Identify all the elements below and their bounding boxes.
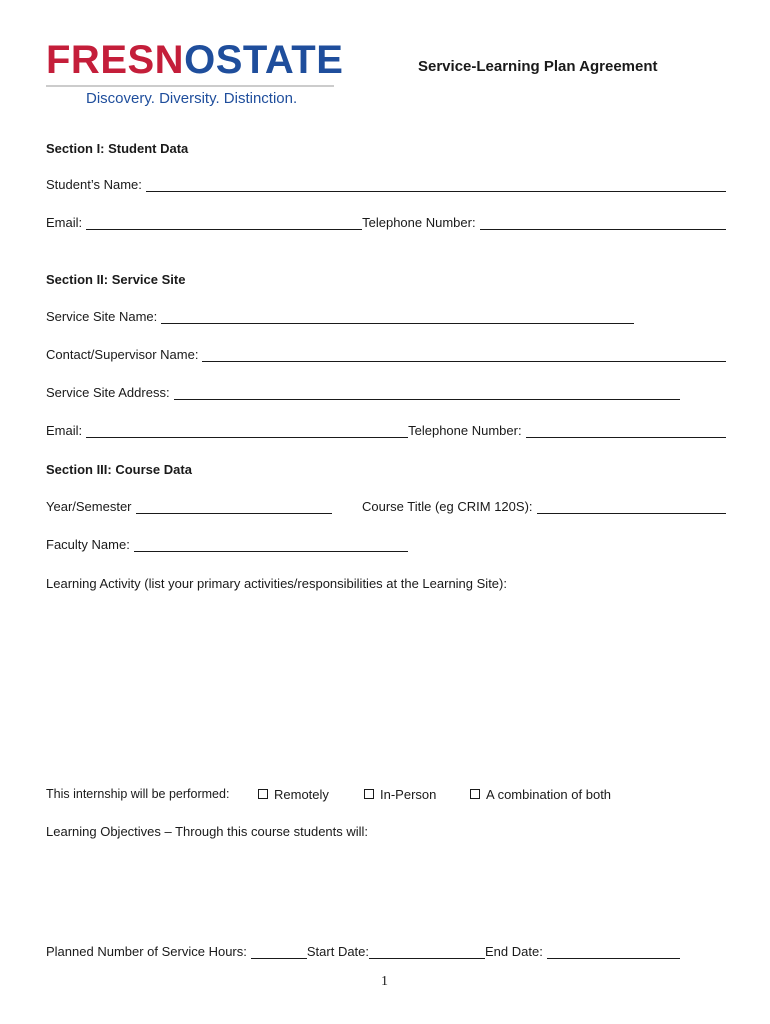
site-name-row (46, 309, 634, 324)
site-name-field[interactable] (161, 310, 634, 324)
site-telephone-label: Telephone Number: (408, 423, 522, 438)
course-title-field[interactable] (537, 500, 726, 514)
end-date-label: End Date: (485, 944, 543, 959)
page-number: 1 (381, 974, 388, 989)
contact-row (46, 347, 726, 362)
student-email-field[interactable] (86, 216, 362, 230)
learning-activity-area[interactable] (46, 598, 726, 768)
site-telephone-field[interactable] (526, 424, 726, 438)
year-field[interactable] (136, 500, 332, 514)
faculty-row (46, 537, 408, 552)
performance-mode-row (46, 786, 726, 804)
document-title: Service-Learning Plan Agreement (418, 58, 658, 75)
student-email-label: Email: (46, 215, 83, 230)
performed-label: This internship will be performed: (46, 787, 230, 801)
site-name-label: Service Site Name: (46, 309, 158, 324)
checkbox-icon[interactable] (470, 789, 480, 799)
site-contact-row (46, 423, 726, 438)
logo-divider (46, 85, 334, 87)
option-remotely-label: Remotely (274, 787, 329, 802)
address-field[interactable] (174, 386, 680, 400)
section1-heading: Section I: Student Data (46, 141, 189, 156)
student-name-row (46, 177, 726, 192)
year-label: Year/Semester (46, 499, 132, 514)
option-in-person[interactable] (364, 787, 436, 802)
logo-word-fresno: FRESN (46, 38, 185, 82)
faculty-field[interactable] (134, 538, 408, 552)
section2-heading: Section II: Service Site (46, 272, 186, 287)
university-logo (46, 38, 343, 83)
start-date-label: Start Date: (306, 944, 370, 959)
site-email-field[interactable] (86, 424, 408, 438)
contact-field[interactable] (202, 348, 726, 362)
logo-word-state: STATE (215, 38, 344, 82)
checkbox-icon[interactable] (364, 789, 374, 799)
contact-label: Contact/Supervisor Name: (46, 347, 199, 362)
option-remotely[interactable] (258, 787, 329, 802)
address-label: Service Site Address: (46, 385, 170, 400)
logo-paw-o: O (184, 38, 216, 82)
option-combination-label: A combination of both (486, 787, 612, 802)
address-row (46, 385, 680, 400)
site-email-label: Email: (46, 423, 83, 438)
course-title-label: Course Title (eg CRIM 120S): (362, 499, 533, 514)
learning-activity-label: Learning Activity (list your primary activities/responsibilities at the Learning Site): (46, 576, 507, 591)
logo-tagline: Discovery. Diversity. Distinction. (86, 90, 298, 107)
option-combination[interactable] (470, 787, 611, 802)
student-contact-row (46, 215, 726, 230)
hours-field[interactable] (251, 945, 307, 959)
student-name-label: Student’s Name: (46, 177, 142, 192)
student-name-field[interactable] (146, 178, 726, 192)
end-date-field[interactable] (547, 945, 680, 959)
objectives-area[interactable] (46, 846, 726, 936)
section3-heading: Section III: Course Data (46, 462, 192, 477)
option-in-person-label: In-Person (380, 787, 437, 802)
hours-dates-row (46, 944, 680, 959)
student-telephone-label: Telephone Number: (362, 215, 476, 230)
student-telephone-field[interactable] (480, 216, 726, 230)
course-title-row (362, 499, 726, 514)
objectives-label: Learning Objectives – Through this course students will: (46, 824, 369, 839)
start-date-field[interactable] (369, 945, 485, 959)
checkbox-icon[interactable] (258, 789, 268, 799)
faculty-label: Faculty Name: (46, 537, 130, 552)
year-row (46, 499, 332, 514)
hours-label: Planned Number of Service Hours: (46, 944, 247, 959)
